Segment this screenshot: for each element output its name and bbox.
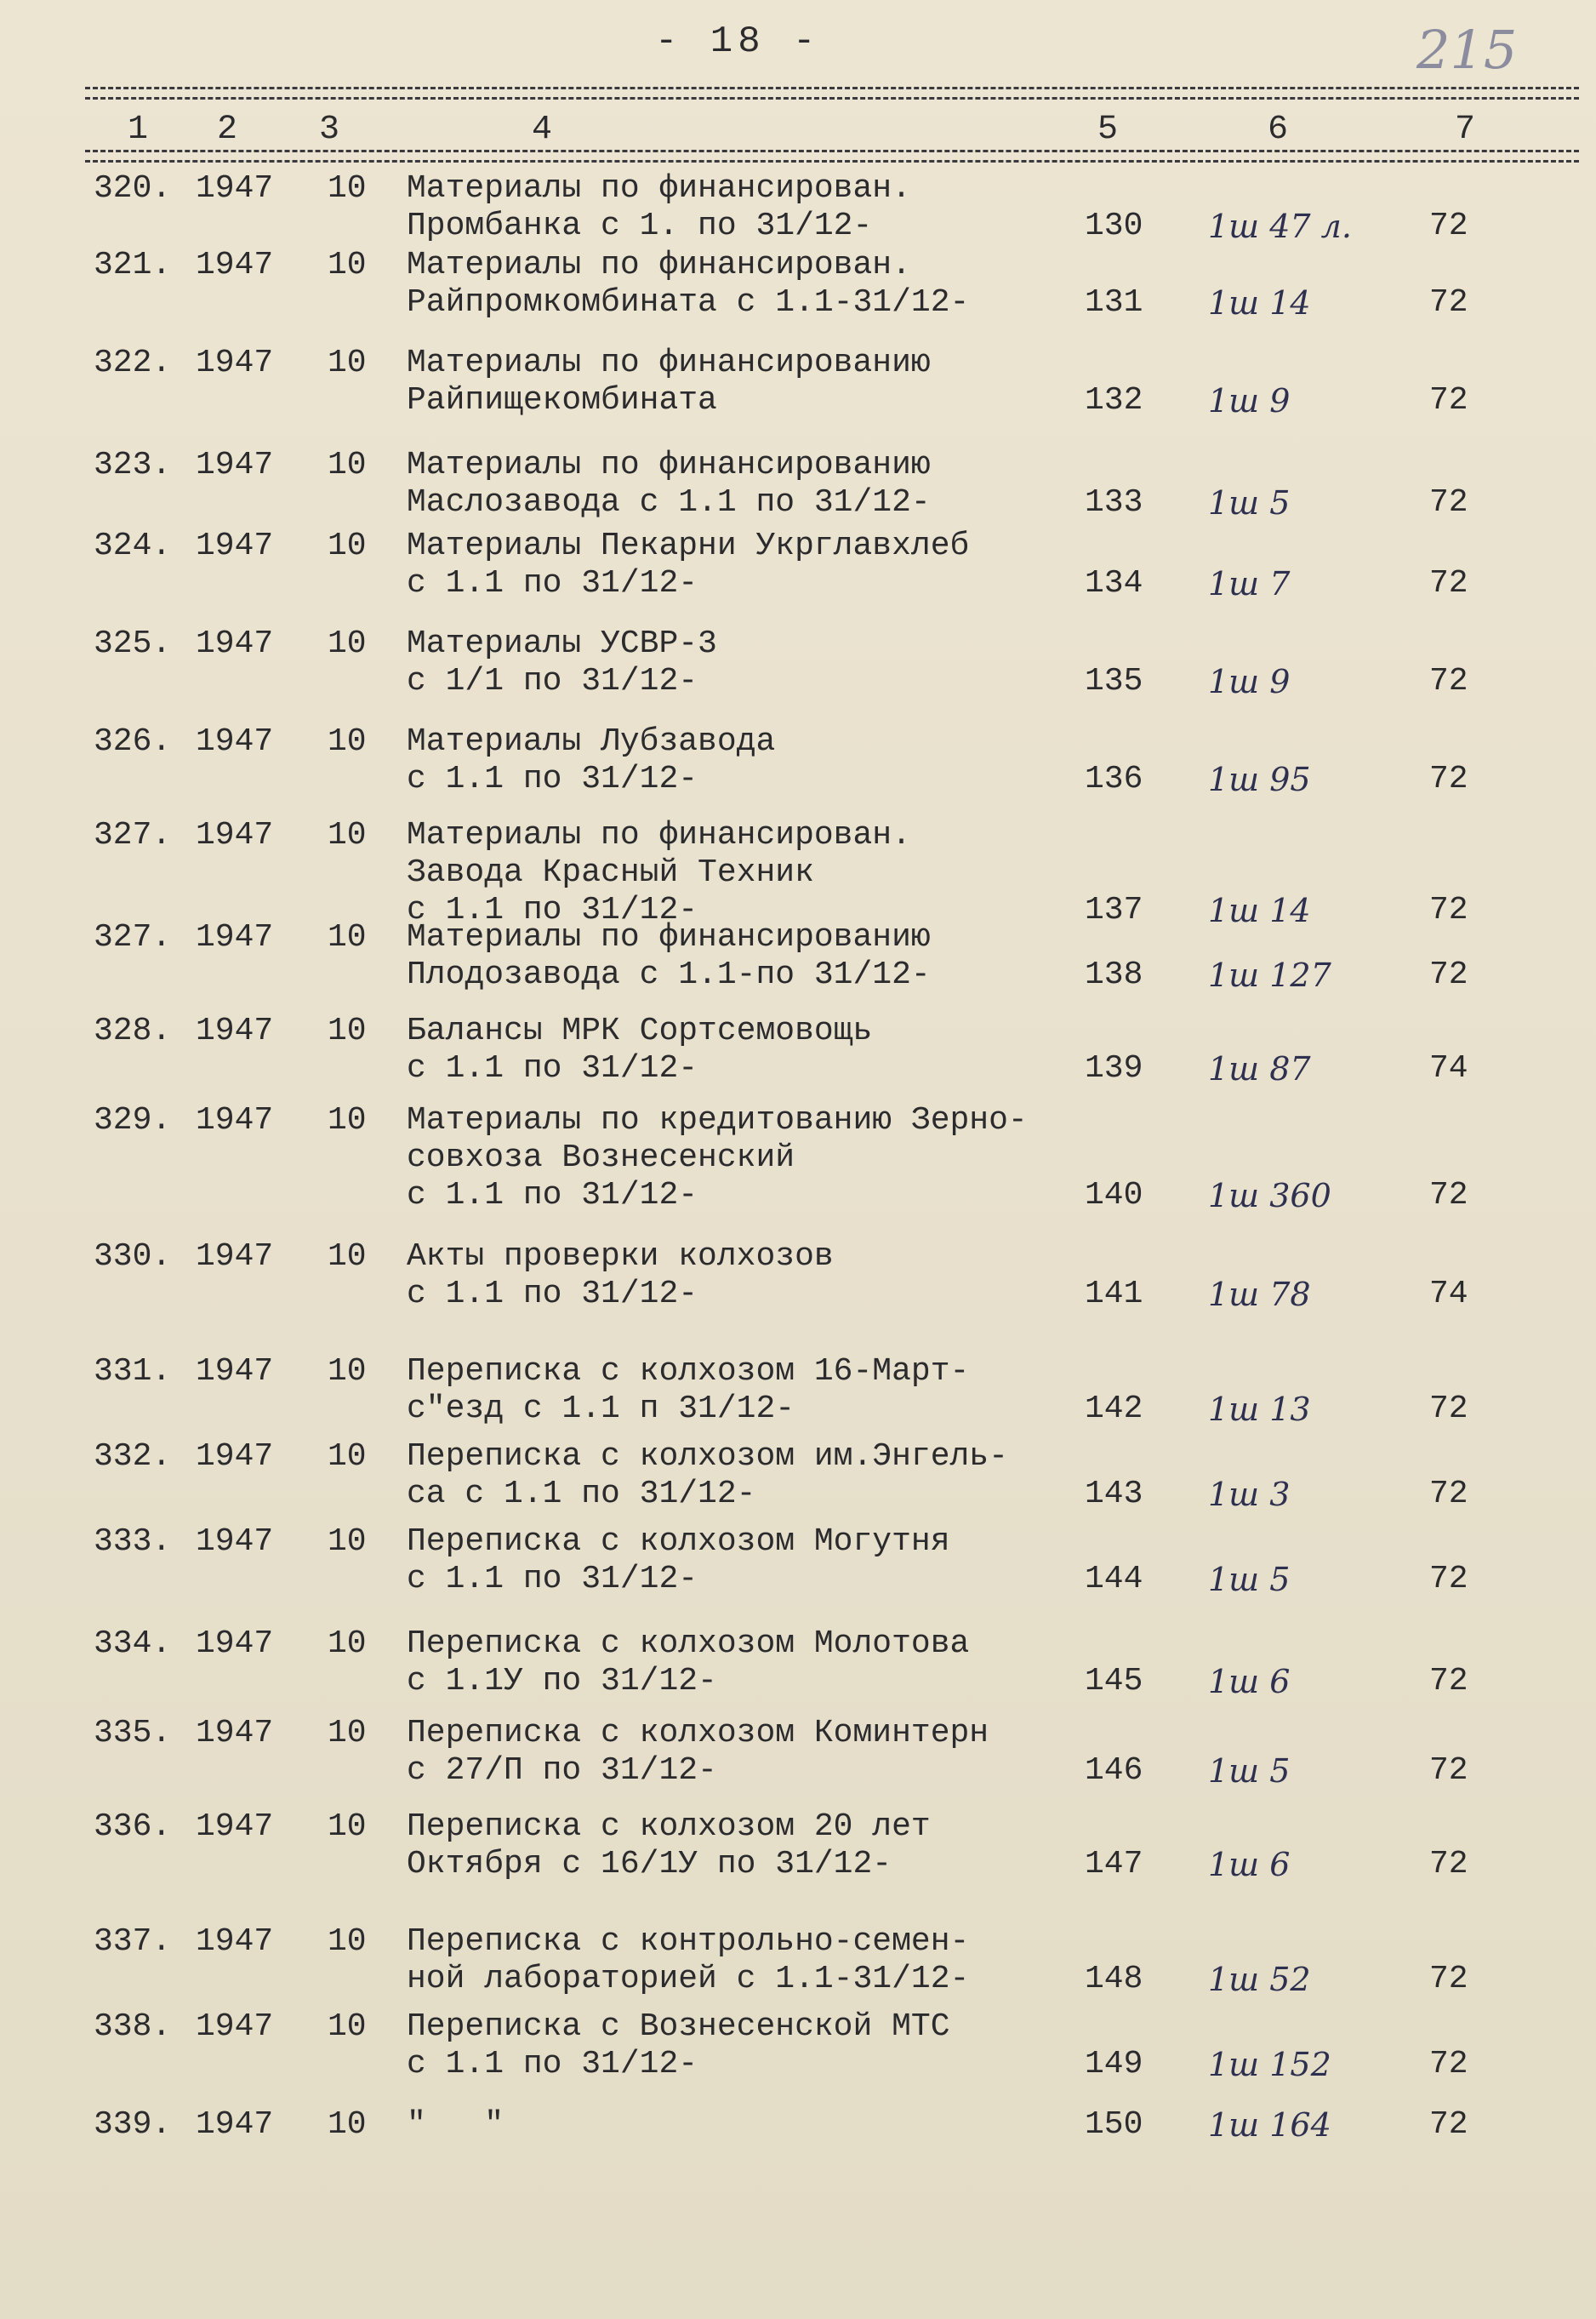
entry-number: 326. — [94, 723, 172, 760]
entry-term: 72 — [1429, 284, 1468, 321]
entry-sheet-count: 1ш 164 — [1208, 2106, 1331, 2144]
entry-term: 72 — [1429, 1752, 1468, 1789]
entry-fond-column: 10 — [328, 447, 367, 483]
column-header-7: 7 — [1455, 111, 1476, 149]
entry-description-line: Переписка с контрольно-семен- — [407, 1923, 970, 1960]
entry-unit-number: 131 — [1085, 284, 1143, 321]
entry-fond-column: 10 — [328, 2106, 367, 2143]
entry-fond-column: 10 — [328, 723, 367, 760]
entry-description-line: Материалы Пекарни Укрглавхлеб — [407, 528, 970, 564]
entry-term: 74 — [1429, 1276, 1468, 1312]
entry-fond-column: 10 — [328, 1013, 367, 1049]
entry-description-line: " " — [407, 2106, 504, 2143]
entry-number: 320. — [94, 170, 172, 207]
entry-year: 1947 — [196, 1523, 274, 1560]
entry-description-line: с 1.1 по 31/12- — [407, 1276, 698, 1312]
entry-year: 1947 — [196, 723, 274, 760]
entry-description-line: Материалы Лубзавода — [407, 723, 776, 760]
entry-fond-column: 10 — [328, 345, 367, 381]
entry-sheet-count: 1ш 14 — [1208, 284, 1311, 322]
header-rule-top — [85, 87, 1579, 100]
page-number: - 18 - — [655, 20, 821, 63]
entry-fond-column: 10 — [328, 817, 367, 854]
entry-unit-number: 145 — [1085, 1663, 1143, 1699]
entry-unit-number: 144 — [1085, 1561, 1143, 1597]
entry-number: 325. — [94, 625, 172, 662]
entry-term: 72 — [1429, 957, 1468, 993]
entry-term: 72 — [1429, 2106, 1468, 2143]
entry-fond-column: 10 — [328, 625, 367, 662]
entry-number: 339. — [94, 2106, 172, 2143]
entry-term: 72 — [1429, 2046, 1468, 2082]
entry-sheet-count: 1ш 9 — [1208, 382, 1291, 420]
entry-year: 1947 — [196, 170, 274, 207]
entry-fond-column: 10 — [328, 1102, 367, 1139]
entry-unit-number: 136 — [1085, 761, 1143, 797]
entry-number: 321. — [94, 247, 172, 283]
entry-year: 1947 — [196, 1808, 274, 1845]
entry-description-line: Материалы по финансированию — [407, 919, 931, 956]
entry-unit-number: 138 — [1085, 957, 1143, 993]
column-header-5: 5 — [1097, 111, 1119, 149]
entry-unit-number: 141 — [1085, 1276, 1143, 1312]
entry-number: 331. — [94, 1353, 172, 1390]
entry-unit-number: 135 — [1085, 663, 1143, 700]
entry-term: 72 — [1429, 1476, 1468, 1512]
entry-description-line: с"езд с 1.1 п 31/12- — [407, 1391, 795, 1427]
entry-year: 1947 — [196, 2008, 274, 2045]
entry-description-line: с 1.1 по 31/12- — [407, 1177, 698, 1214]
entry-description-line: Переписка с колхозом Молотова — [407, 1625, 970, 1662]
entry-term: 72 — [1429, 1663, 1468, 1699]
entry-unit-number: 133 — [1085, 484, 1143, 521]
entry-number: 330. — [94, 1238, 172, 1275]
entry-year: 1947 — [196, 1715, 274, 1751]
column-header-3: 3 — [319, 111, 340, 149]
entry-year: 1947 — [196, 1438, 274, 1475]
entry-year: 1947 — [196, 247, 274, 283]
entry-number: 322. — [94, 345, 172, 381]
entry-description-line: с 1.1 по 31/12- — [407, 565, 698, 602]
archive-number: 215 — [1416, 19, 1518, 81]
entry-term: 74 — [1429, 1050, 1468, 1087]
entry-number: 338. — [94, 2008, 172, 2045]
entry-sheet-count: 1ш 87 — [1208, 1050, 1311, 1088]
entry-term: 72 — [1429, 382, 1468, 419]
entry-term: 72 — [1429, 1846, 1468, 1882]
entry-sheet-count: 1ш 13 — [1208, 1391, 1311, 1428]
entry-unit-number: 139 — [1085, 1050, 1143, 1087]
entry-description-line: Материалы УСВР-3 — [407, 625, 717, 662]
entry-term: 72 — [1429, 1561, 1468, 1597]
entry-number: 327. — [94, 919, 172, 956]
entry-description-line: Переписка с колхозом 20 лет — [407, 1808, 931, 1845]
entry-description-line: Маслозавода с 1.1 по 31/12- — [407, 484, 931, 521]
entry-unit-number: 140 — [1085, 1177, 1143, 1214]
entry-year: 1947 — [196, 447, 274, 483]
entry-unit-number: 130 — [1085, 208, 1143, 244]
entry-sheet-count: 1ш 5 — [1208, 1561, 1291, 1598]
entry-number: 327. — [94, 817, 172, 854]
entry-year: 1947 — [196, 1353, 274, 1390]
entry-unit-number: 132 — [1085, 382, 1143, 419]
entry-term: 72 — [1429, 1177, 1468, 1214]
entry-description-line: Плодозавода с 1.1-по 31/12- — [407, 957, 931, 993]
entry-number: 328. — [94, 1013, 172, 1049]
entry-term: 72 — [1429, 208, 1468, 244]
entry-description-line: с 1.1 по 31/12- — [407, 892, 698, 928]
entry-description-line: с 1.1 по 31/12- — [407, 1561, 698, 1597]
entry-sheet-count: 1ш 78 — [1208, 1276, 1311, 1313]
entry-description-line: Материалы по финансирован. — [407, 247, 911, 283]
entry-description-line: Промбанка с 1. по 31/12- — [407, 208, 873, 244]
entry-sheet-count: 1ш 6 — [1208, 1663, 1291, 1700]
entry-description-line: Октября с 16/1У по 31/12- — [407, 1846, 892, 1882]
entry-unit-number: 150 — [1085, 2106, 1143, 2143]
entry-fond-column: 10 — [328, 1625, 367, 1662]
entry-year: 1947 — [196, 919, 274, 956]
entry-number: 323. — [94, 447, 172, 483]
entry-year: 1947 — [196, 2106, 274, 2143]
entry-year: 1947 — [196, 528, 274, 564]
entry-term: 72 — [1429, 565, 1468, 602]
entry-unit-number: 149 — [1085, 2046, 1143, 2082]
column-header-1: 1 — [128, 111, 149, 149]
entry-number: 337. — [94, 1923, 172, 1960]
entry-number: 332. — [94, 1438, 172, 1475]
entry-description-line: Переписка с Вознесенской МТС — [407, 2008, 950, 2045]
entry-sheet-count: 1ш 5 — [1208, 484, 1291, 522]
entry-term: 72 — [1429, 484, 1468, 521]
entry-description-line: с 1.1 по 31/12- — [407, 1050, 698, 1087]
entry-description-line: с 27/П по 31/12- — [407, 1752, 717, 1789]
entry-description-line: Материалы по финансирован. — [407, 170, 911, 207]
entry-fond-column: 10 — [328, 1923, 367, 1960]
entry-description-line: совхоза Вознесенский — [407, 1140, 795, 1176]
entry-description-line: Материалы по финансированию — [407, 447, 931, 483]
entry-description-line: с 1.1 по 31/12- — [407, 761, 698, 797]
entry-unit-number: 148 — [1085, 1961, 1143, 1997]
entry-sheet-count: 1ш 5 — [1208, 1752, 1291, 1790]
entry-year: 1947 — [196, 1625, 274, 1662]
entry-sheet-count: 1ш 6 — [1208, 1846, 1291, 1883]
entry-unit-number: 147 — [1085, 1846, 1143, 1882]
entry-fond-column: 10 — [328, 2008, 367, 2045]
entry-description-line: Переписка с колхозом Коминтерн — [407, 1715, 989, 1751]
entry-number: 336. — [94, 1808, 172, 1845]
entry-number: 335. — [94, 1715, 172, 1751]
entry-description-line: Переписка с колхозом 16-Март- — [407, 1353, 970, 1390]
column-header-6: 6 — [1268, 111, 1289, 149]
entry-description-line: ной лабораторией с 1.1-31/12- — [407, 1961, 970, 1997]
entry-description-line: Акты проверки колхозов — [407, 1238, 834, 1275]
entry-description-line: Завода Красный Техник — [407, 854, 814, 891]
entry-term: 72 — [1429, 892, 1468, 928]
entry-sheet-count: 1ш 360 — [1208, 1177, 1331, 1214]
entry-sheet-count: 1ш 3 — [1208, 1476, 1291, 1513]
entry-fond-column: 10 — [328, 247, 367, 283]
header-rule-bottom — [85, 150, 1579, 163]
entry-year: 1947 — [196, 1013, 274, 1049]
entry-description-line: с 1.1У по 31/12- — [407, 1663, 717, 1699]
entry-term: 72 — [1429, 663, 1468, 700]
entry-description-line: с 1/1 по 31/12- — [407, 663, 698, 700]
entry-description-line: Материалы по финансирован. — [407, 817, 911, 854]
entry-unit-number: 146 — [1085, 1752, 1143, 1789]
entry-sheet-count: 1ш 9 — [1208, 663, 1291, 700]
entry-fond-column: 10 — [328, 528, 367, 564]
entry-year: 1947 — [196, 1923, 274, 1960]
entry-year: 1947 — [196, 625, 274, 662]
entry-fond-column: 10 — [328, 1523, 367, 1560]
entry-sheet-count: 1ш 127 — [1208, 957, 1331, 994]
entry-sheet-count: 1ш 14 — [1208, 892, 1311, 929]
entry-year: 1947 — [196, 817, 274, 854]
entry-number: 329. — [94, 1102, 172, 1139]
entry-year: 1947 — [196, 1102, 274, 1139]
entry-unit-number: 142 — [1085, 1391, 1143, 1427]
entry-fond-column: 10 — [328, 1238, 367, 1275]
column-header-2: 2 — [217, 111, 238, 149]
entry-description-line: Переписка с колхозом Могутня — [407, 1523, 950, 1560]
entry-fond-column: 10 — [328, 170, 367, 207]
entry-description-line: с 1.1 по 31/12- — [407, 2046, 698, 2082]
entry-description-line: Райпромкомбината с 1.1-31/12- — [407, 284, 970, 321]
entry-sheet-count: 1ш 52 — [1208, 1961, 1311, 1998]
entry-unit-number: 134 — [1085, 565, 1143, 602]
entry-fond-column: 10 — [328, 1808, 367, 1845]
entry-number: 324. — [94, 528, 172, 564]
entry-term: 72 — [1429, 1961, 1468, 1997]
entry-description-line: Переписка с колхозом им.Энгель- — [407, 1438, 1008, 1475]
column-header-4: 4 — [532, 111, 553, 149]
entry-unit-number: 143 — [1085, 1476, 1143, 1512]
entry-number: 334. — [94, 1625, 172, 1662]
entry-sheet-count: 1ш 7 — [1208, 565, 1291, 603]
entry-sheet-count: 1ш 152 — [1208, 2046, 1331, 2083]
entry-fond-column: 10 — [328, 1715, 367, 1751]
entry-description-line: Райпищекомбината — [407, 382, 717, 419]
entry-fond-column: 10 — [328, 919, 367, 956]
entry-year: 1947 — [196, 1238, 274, 1275]
entry-description-line: са с 1.1 по 31/12- — [407, 1476, 756, 1512]
entry-term: 72 — [1429, 1391, 1468, 1427]
entry-sheet-count: 1ш 47 л. — [1208, 208, 1352, 245]
entry-number: 333. — [94, 1523, 172, 1560]
entry-fond-column: 10 — [328, 1438, 367, 1475]
entry-description-line: Материалы по кредитованию Зерно- — [407, 1102, 1028, 1139]
entry-sheet-count: 1ш 95 — [1208, 761, 1311, 798]
entry-description-line: Материалы по финансированию — [407, 345, 931, 381]
entry-year: 1947 — [196, 345, 274, 381]
entry-fond-column: 10 — [328, 1353, 367, 1390]
entry-description-line: Балансы МРК Сортсемовощь — [407, 1013, 873, 1049]
entry-term: 72 — [1429, 761, 1468, 797]
entry-unit-number: 137 — [1085, 892, 1143, 928]
